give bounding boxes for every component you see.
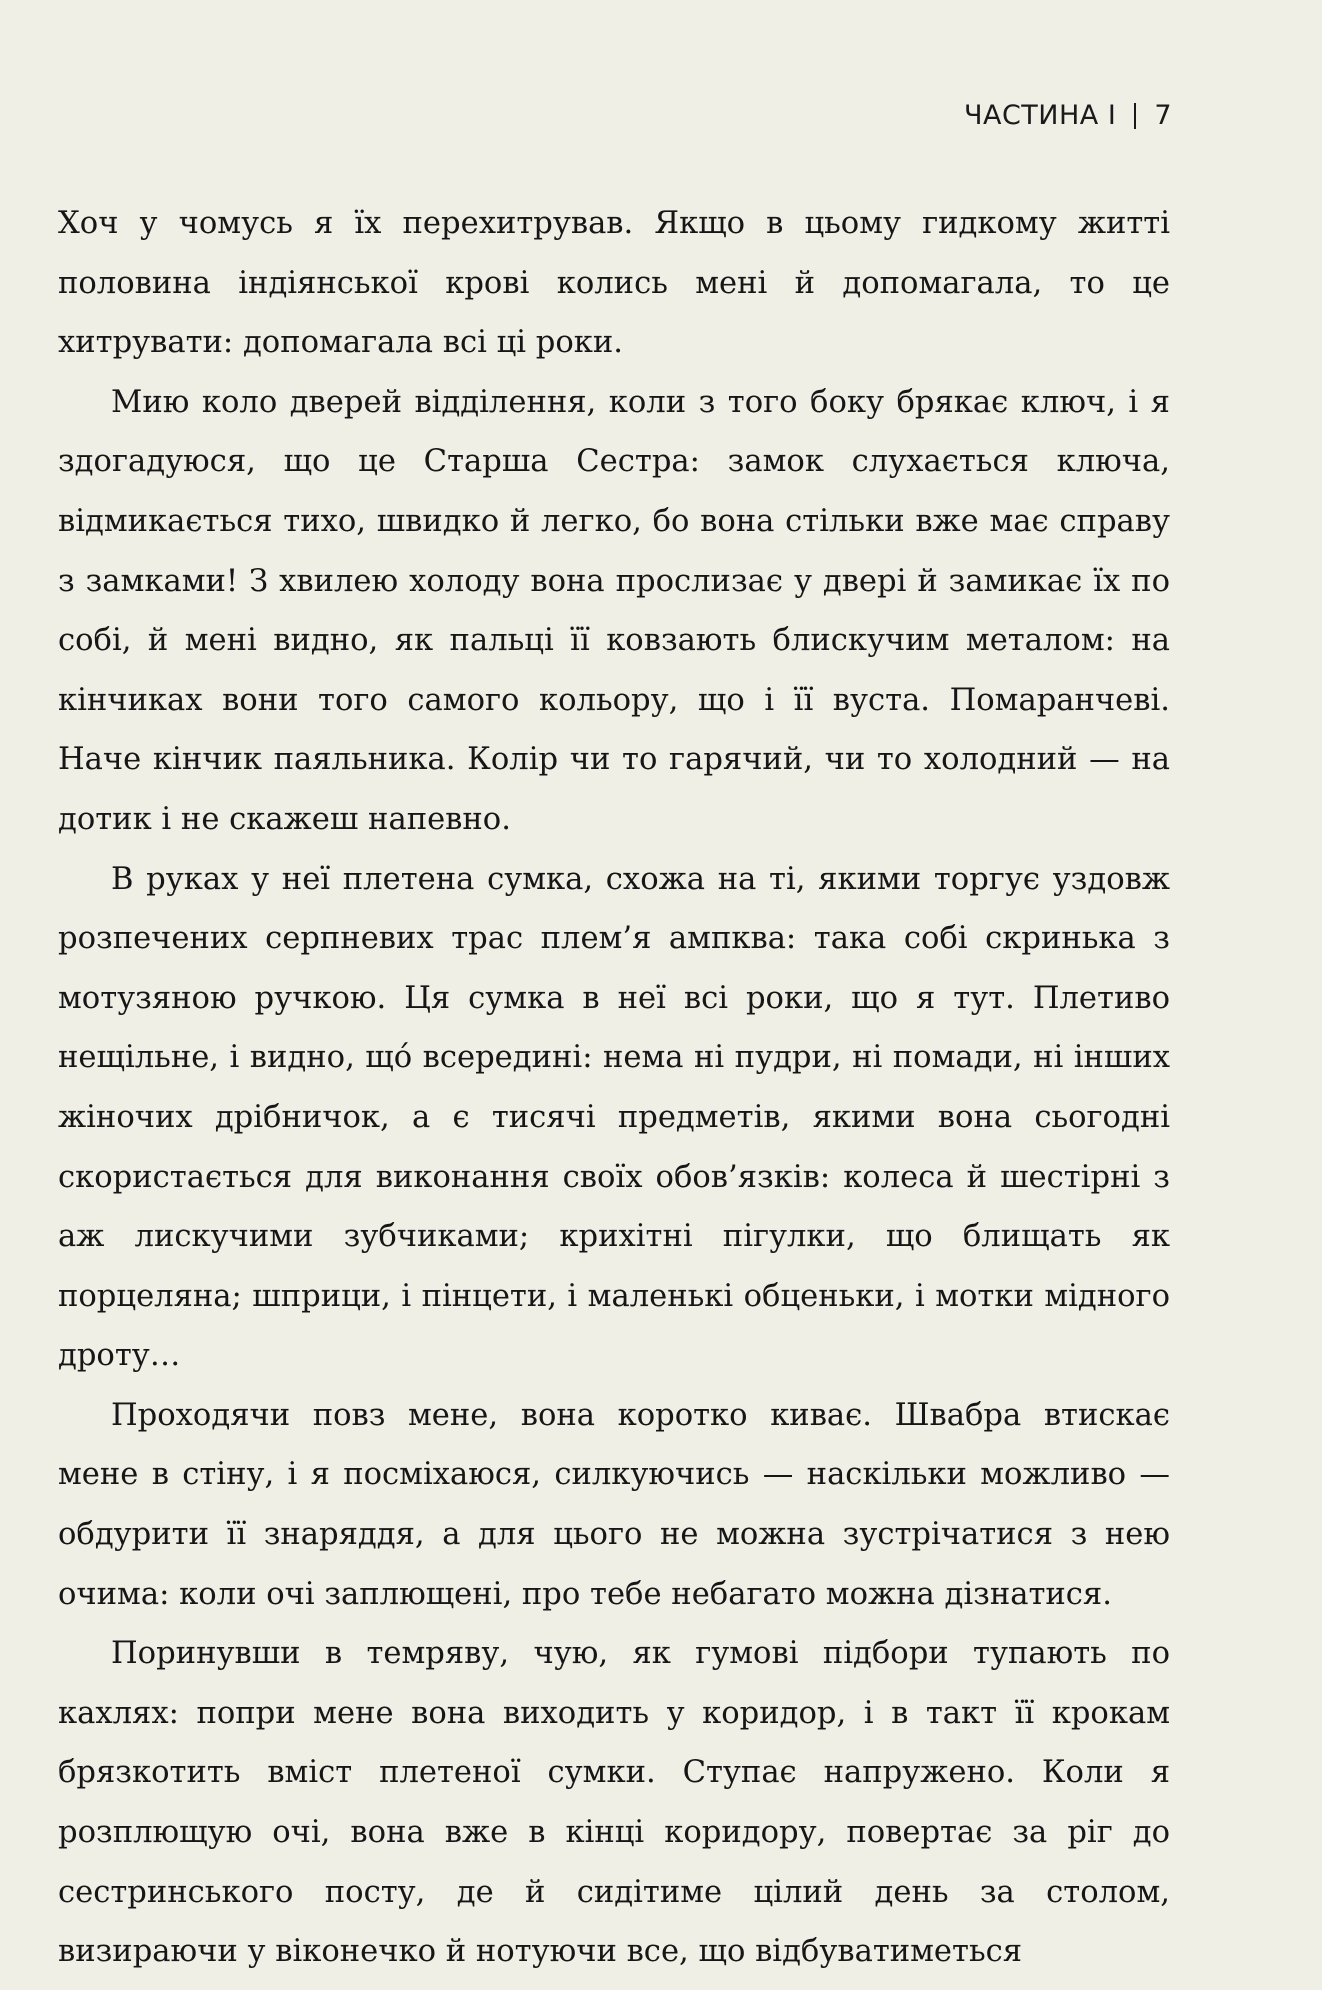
head-separator — [1134, 103, 1136, 129]
part-label: ЧАСТИНА I — [963, 100, 1117, 131]
running-head — [964, 100, 1172, 131]
paragraph: Хоч у чомусь я їх перехитрував. Якщо в цьому гидкому житті половина індіянської крові колись мені й допомагала, то це хитрувати: допомагала всі ці роки. — [58, 206, 1170, 361]
body-text — [58, 194, 1170, 1982]
paragraph: Поринувши в темряву, чую, як гумові підбори тупають по кахлях: попри мене вона виходить у коридор, і в такт її крокам брязкотить вміст плетеної сумки. Ступає напружено. Коли я розплющую очі, вона вже в кінці коридору, повертає за ріг до сестринського посту, де й сидітиме цілий день за столом, визираючи у віконечко й нотуючи все, що відбуватиметься — [58, 1636, 1170, 1970]
paragraph: Мию коло дверей відділення, коли з того боку брякає ключ, і я здогадуюся, що це Старша Сестра: замок слухається ключа, відмикається тихо, швидко й легко, бо вона стільки вже має справу з замками! З хвилею холоду вона прослизає у двері й замикає їх по собі, й мені видно, як пальці її ковзають блискучим металом: на кінчиках вони того самого кольору, що і її вуста. Помаранчеві. Наче кінчик паяльника. Колір чи то гарячий, чи то холодний — на дотик і не скажеш напевно. — [58, 384, 1170, 837]
paragraph: Проходячи повз мене, вона коротко киває. Швабра втискає мене в стіну, і я посміхаюся, силкуючись — наскільки можливо — обдурити її знаряддя, а для цього не можна зустрічатися з нею очима: коли очі заплющені, про тебе небагато можна дізнатися. — [58, 1397, 1170, 1612]
page-number: 7 — [1154, 100, 1172, 131]
paragraph: В руках у неї плетена сумка, схожа на ті, якими торгує уздовж розпечених серпневих трас плем’я ампква: така собі скринька з мотузяною ручкою. Ця сумка в неї всі роки, що я тут. Плетиво нещільне, і видно, щó всередині: нема ні пудри, ні помади, ні інших жіночих дрібничок, а є тисячі предметів, якими вона сьогодні скористається для виконання своїх обов’язків: колеса й шестірні з аж лискучими зубчиками; крихітні пігулки, що блищать як порцеляна; шприци, і пінцети, і маленькі обценьки, і мотки мідного дроту… — [58, 861, 1170, 1374]
